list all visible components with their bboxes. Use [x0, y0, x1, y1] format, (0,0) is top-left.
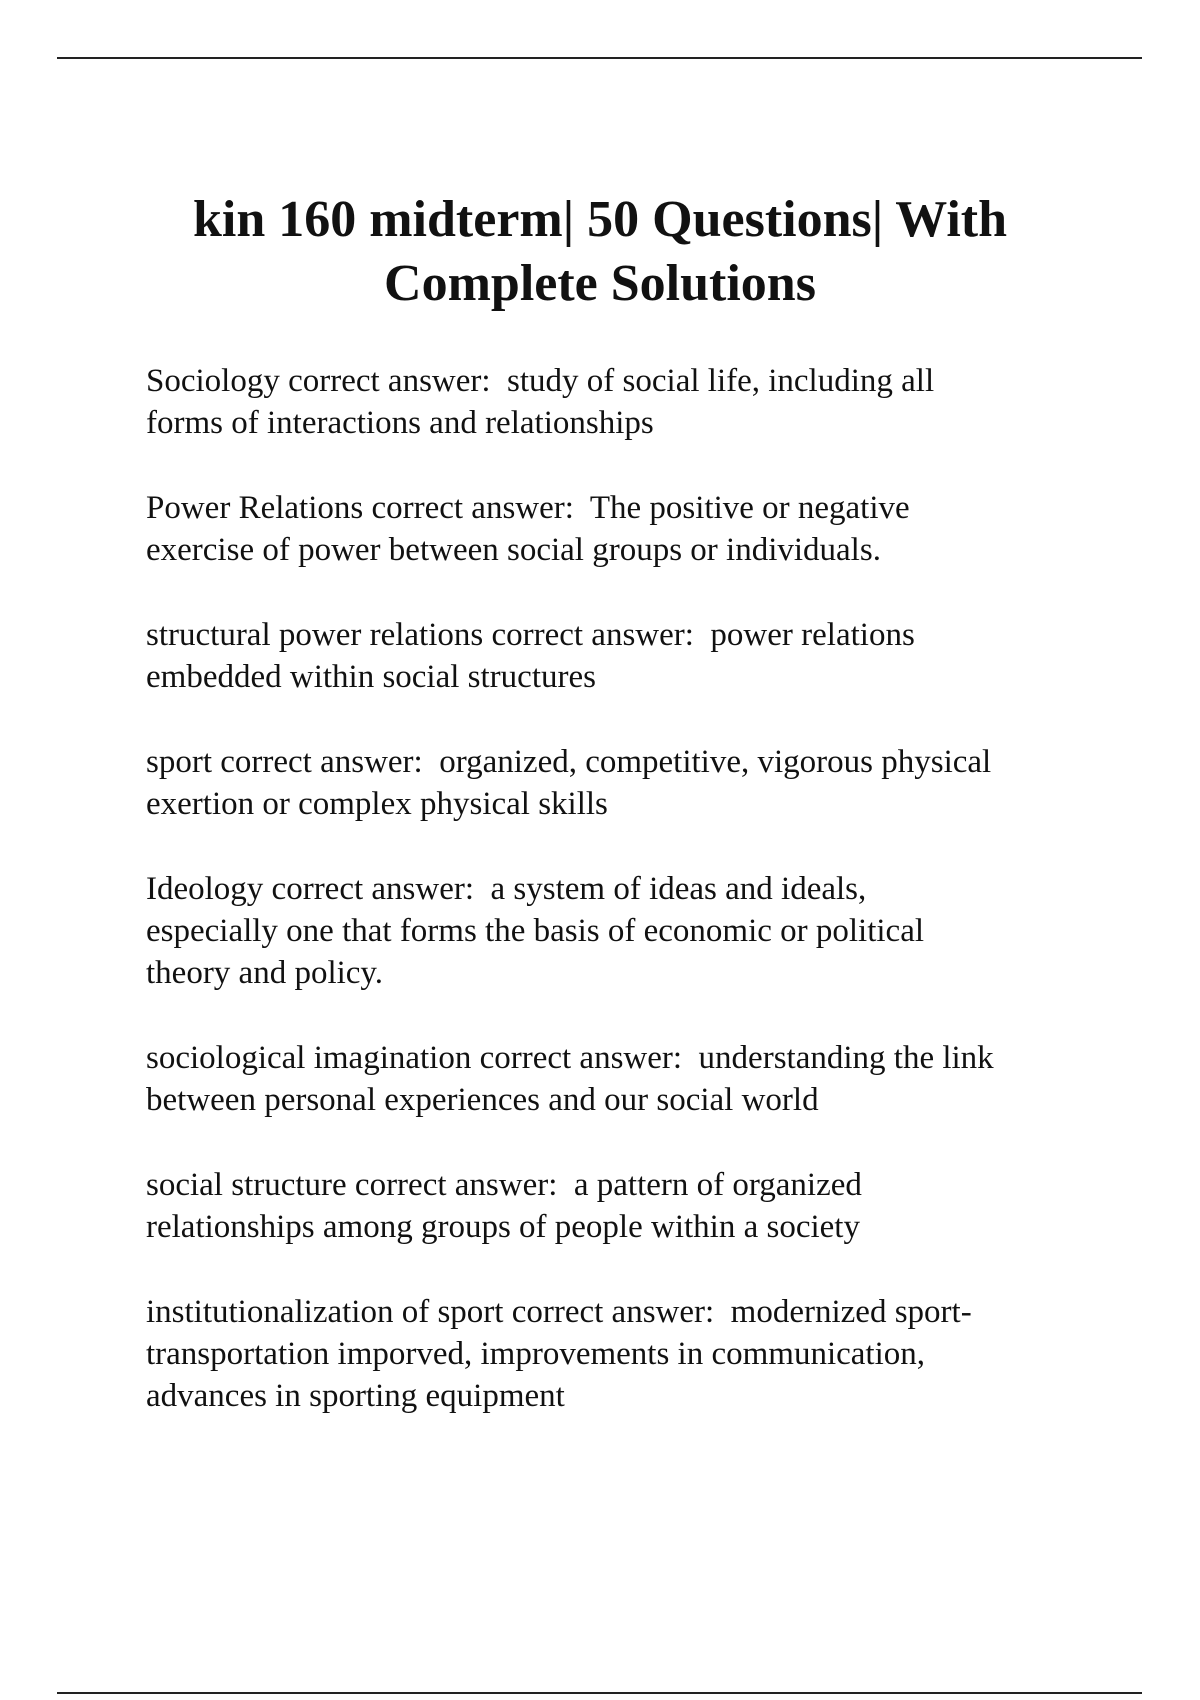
entry-line: Sociology correct answer: study of social life, including all: [146, 363, 935, 399]
top-rule: [57, 57, 1142, 59]
entry-line: relationships among groups of people within a society: [146, 1209, 860, 1245]
qa-entry-social-structure: [146, 1164, 1106, 1248]
entry-line: exertion or complex physical skills: [146, 786, 608, 822]
entry-line: institutionalization of sport correct answer: modernized sport-: [146, 1294, 972, 1330]
title-line-2: Complete Solutions: [384, 255, 816, 312]
bottom-rule: [57, 1692, 1142, 1694]
qa-entry-sociology: [146, 360, 1106, 444]
entry-line: transportation imporved, improvements in communication,: [146, 1336, 926, 1372]
entry-line: structural power relations correct answer: power relations: [146, 617, 915, 653]
entry-line: sociological imagination correct answer: understanding the link: [146, 1040, 994, 1076]
entry-line: theory and policy.: [146, 955, 384, 991]
qa-entry-structural-power-relations: [146, 614, 1106, 698]
entry-line: between personal experiences and our social world: [146, 1082, 819, 1118]
qa-entry-sociological-imagination: [146, 1037, 1106, 1121]
title-line-1: kin 160 midterm| 50 Questions| With: [192, 191, 1008, 248]
qa-entry-ideology: [146, 868, 1106, 994]
entry-line: sport correct answer: organized, competitive, vigorous physical: [146, 744, 992, 780]
qa-entry-institutionalization-of-sport: [146, 1291, 1106, 1417]
document-title: [120, 188, 1080, 316]
qa-entry-sport: [146, 741, 1106, 825]
entry-line: social structure correct answer: a pattern of organized: [146, 1167, 862, 1203]
qa-list: [146, 360, 1106, 1460]
entry-line: embedded within social structures: [146, 659, 596, 695]
entry-line: exercise of power between social groups or individuals.: [146, 532, 881, 568]
entry-line: forms of interactions and relationships: [146, 405, 654, 441]
entry-line: Ideology correct answer: a system of ideas and ideals,: [146, 871, 867, 907]
entry-line: advances in sporting equipment: [146, 1378, 565, 1414]
entry-line: Power Relations correct answer: The positive or negative: [146, 490, 910, 526]
entry-line: especially one that forms the basis of economic or political: [146, 913, 925, 949]
qa-entry-power-relations: [146, 487, 1106, 571]
